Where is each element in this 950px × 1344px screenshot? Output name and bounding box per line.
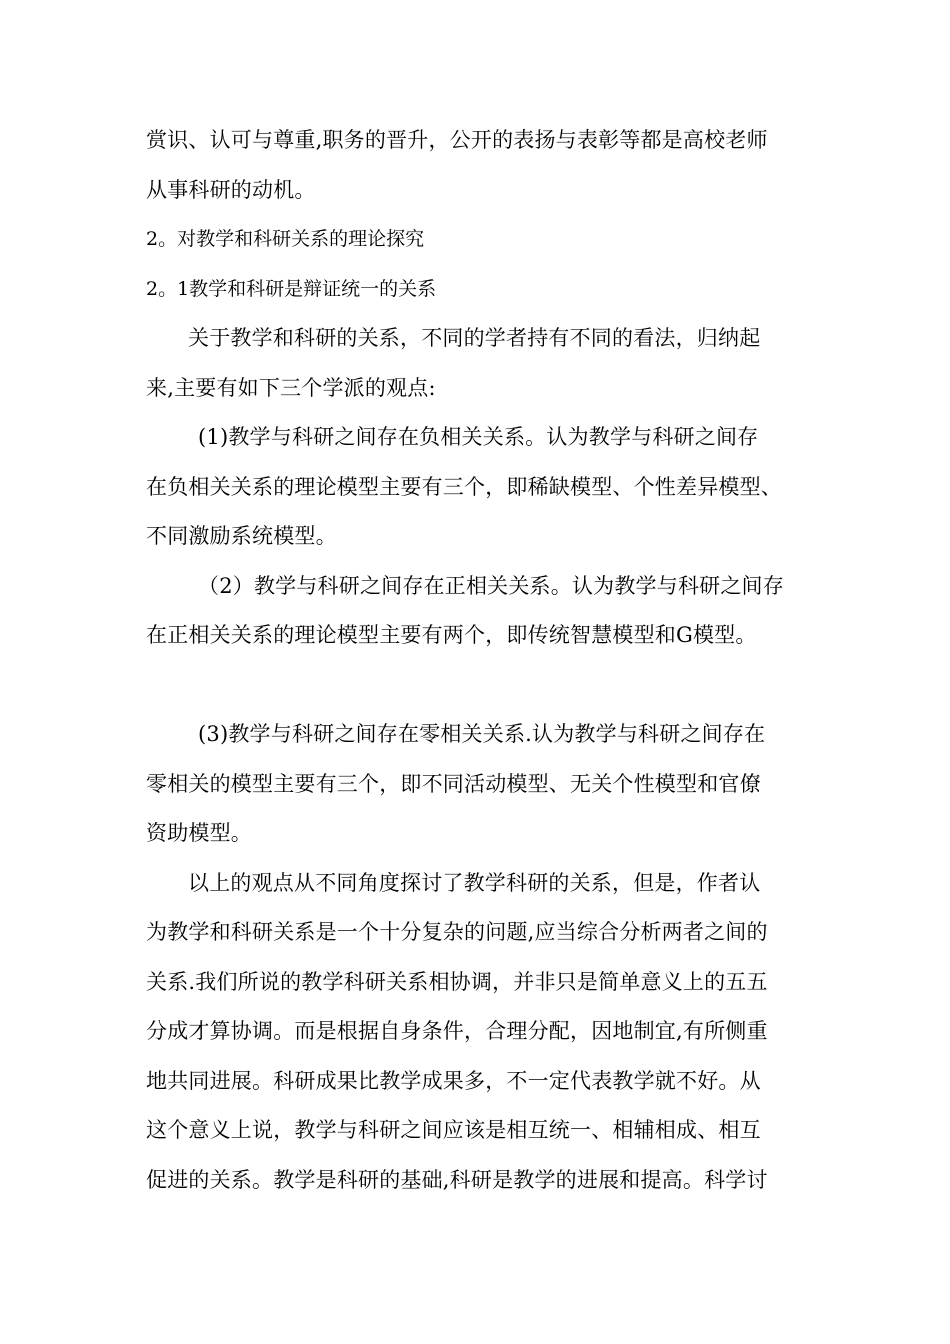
- text-line: （2）教学与科研之间存在正相关关系。认为教学与科研之间存: [198, 573, 784, 598]
- text-line: 不同激励系统模型。: [146, 524, 337, 548]
- text-line: 地共同进展。科研成果比教学成果多，不一定代表教学就不好。从: [146, 1068, 761, 1093]
- text-line: (1)教学与科研之间存在负相关关系。认为教学与科研之间存: [198, 425, 759, 449]
- text-line: 在正相关关系的理论模型主要有两个，即传统智慧模型和G模型。: [146, 623, 757, 647]
- text-line: 来,主要有如下三个学派的观点:: [146, 375, 436, 400]
- section-heading: 2。对教学和科研关系的理论探究: [146, 228, 425, 250]
- text-line: 关系.我们所说的教学科研关系相协调，并非只是简单意义上的五五: [146, 969, 768, 994]
- text-line: 以上的观点从不同角度探讨了教学科研的关系，但是，作者认: [188, 870, 761, 895]
- blank-line: [146, 661, 812, 711]
- subsection-heading: 2。1教学和科研是辩证统一的关系: [146, 277, 437, 300]
- text-line: 分成才算协调。而是根据自身条件，合理分配，因地制宜,有所侧重: [146, 1019, 768, 1043]
- text-line: 促进的关系。教学是科研的基础,科研是教学的进展和提高。科学讨: [146, 1167, 768, 1192]
- text-line: (3)教学与科研之间存在零相关关系.认为教学与科研之间存在: [198, 722, 766, 746]
- text-line: 从事科研的动机。: [146, 177, 316, 202]
- text-line: 赏识、认可与尊重,职务的晋升，公开的表扬与表彰等都是高校老师: [146, 128, 768, 152]
- text-line: 关于教学和科研的关系，不同的学者持有不同的看法，归纳起: [188, 326, 761, 350]
- text-line: 资助模型。: [146, 821, 252, 845]
- text-line: 这个意义上说，教学与科研之间应该是相互统一、相辅相成、相互: [146, 1118, 761, 1142]
- text-line: 为教学和科研关系是一个十分复杂的问题,应当综合分析两者之间的: [146, 920, 768, 944]
- text-line: 在负相关关系的理论模型主要有三个，即稀缺模型、个性差异模型、: [146, 474, 782, 499]
- document-body: [146, 116, 812, 1205]
- text-line: 零相关的模型主要有三个，即不同活动模型、无关个性模型和官僚: [146, 771, 761, 796]
